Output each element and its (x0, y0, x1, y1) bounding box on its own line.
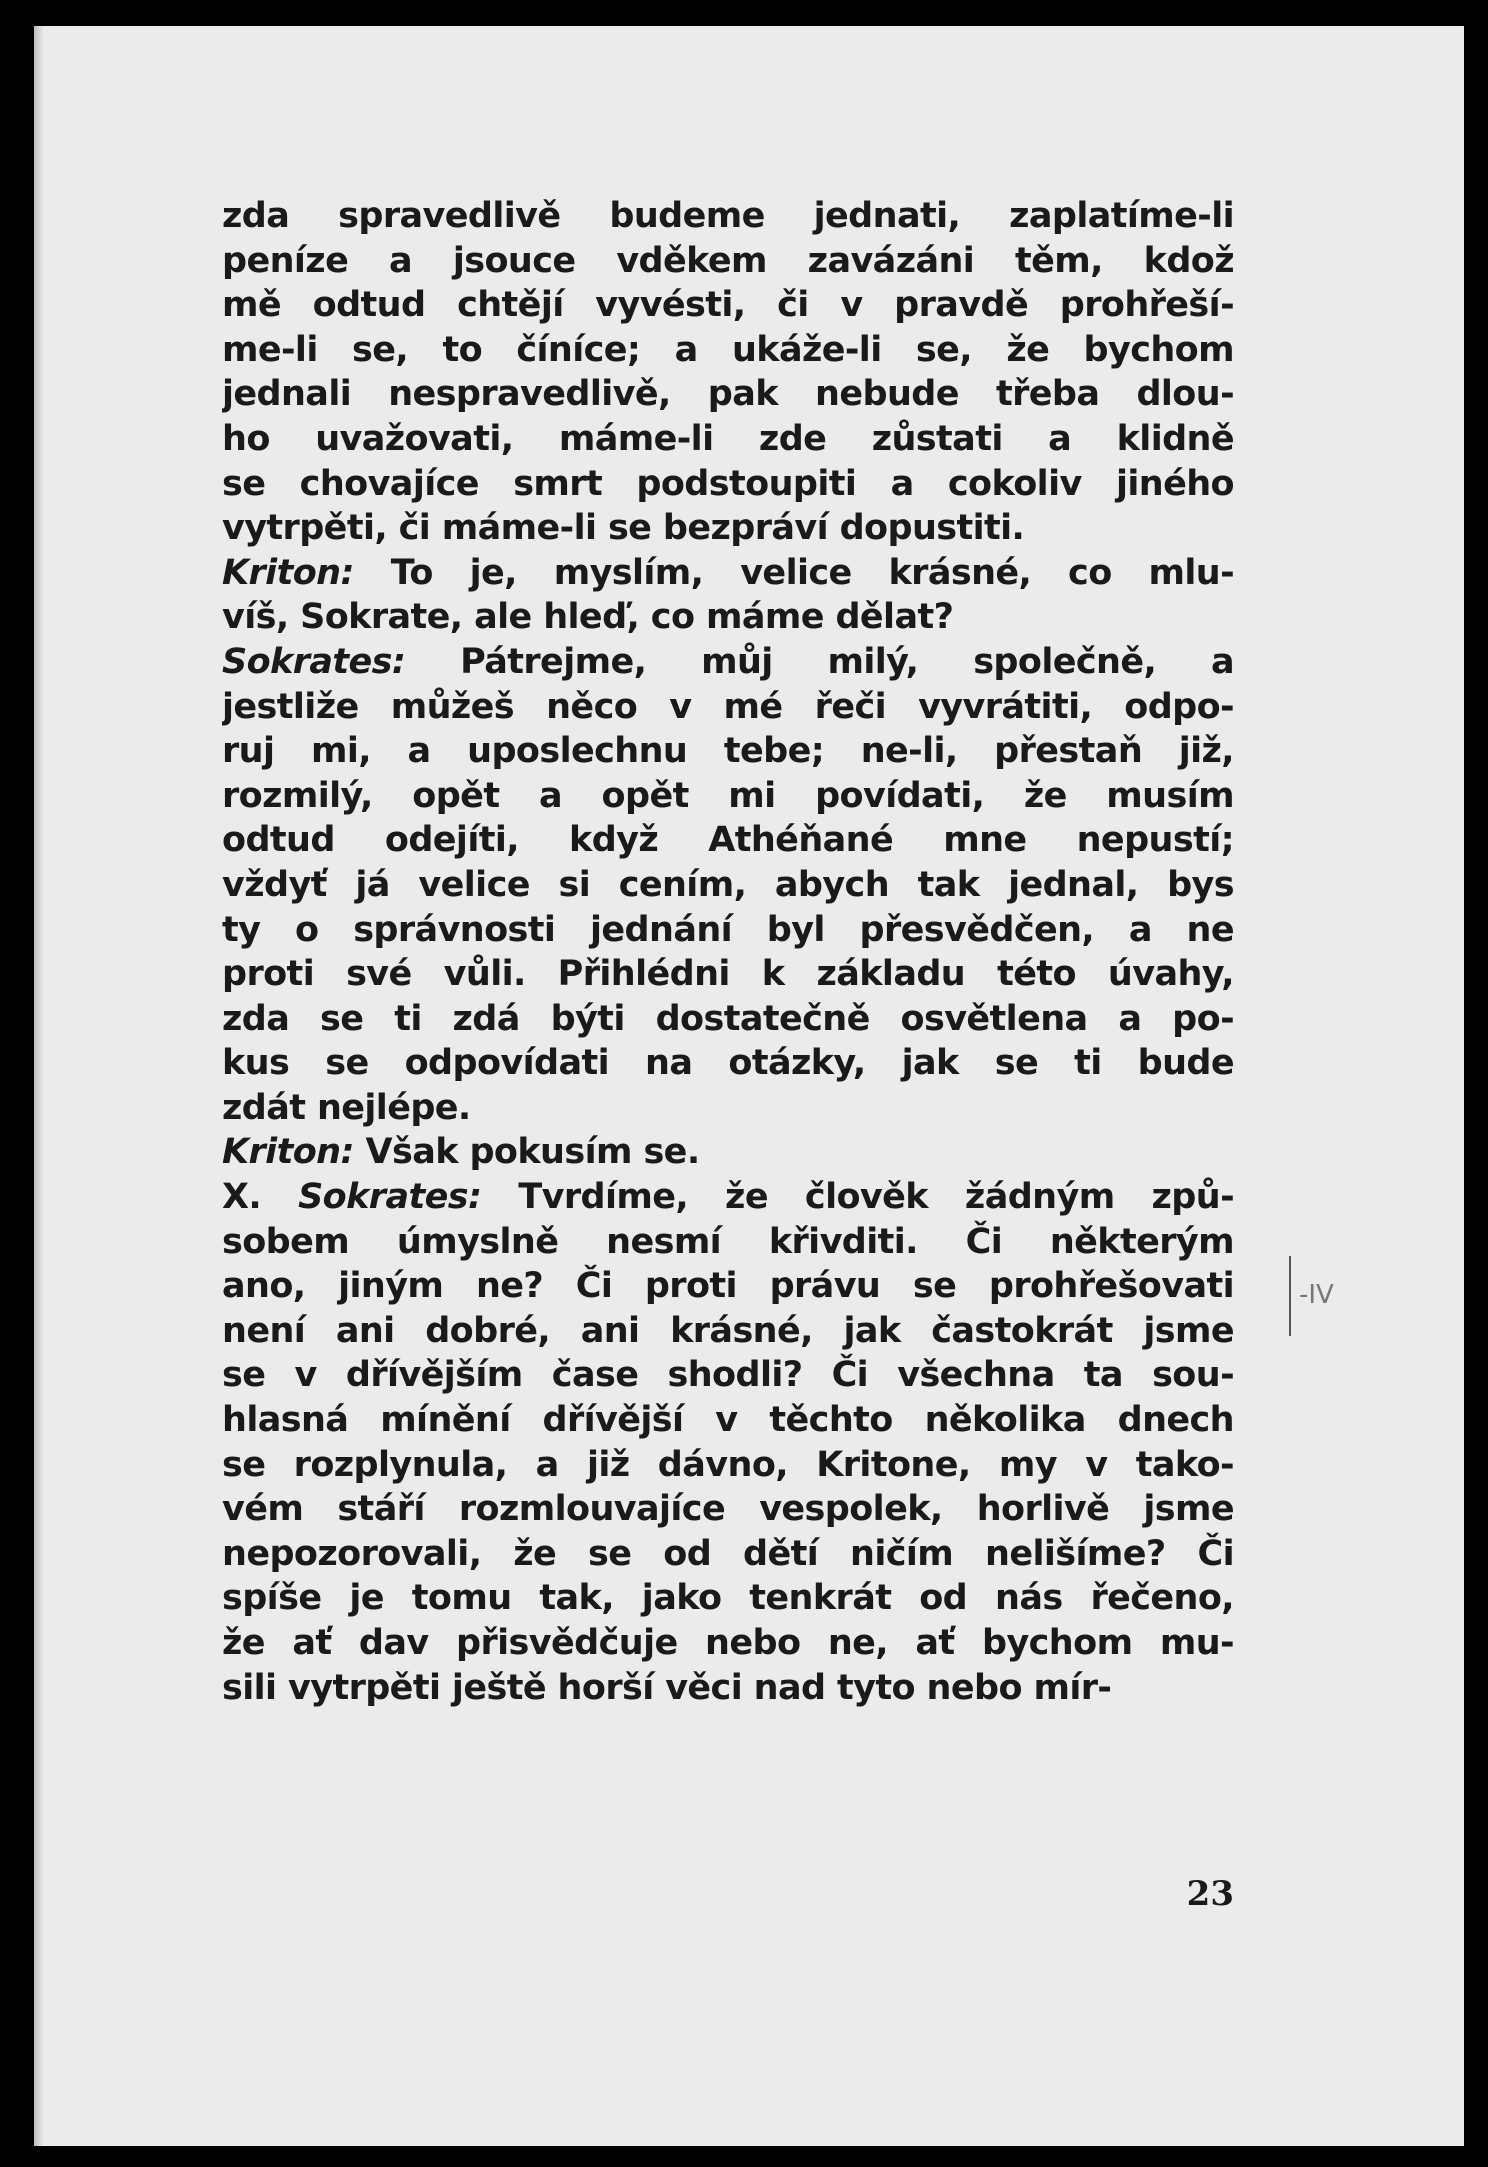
line-text: vytrpěti, či máme-li se bezpráví dopustiti. (222, 508, 1025, 549)
text-line (222, 462, 1234, 507)
speaker-name: Sokrates: (222, 641, 406, 682)
line-text: vém stáří rozmlouvajíce vespolek, horlivě jsme (222, 1489, 1234, 1530)
text-line (222, 908, 1234, 953)
line-text: odtud odejíti, když Athéňané mne nepustí; (222, 820, 1234, 861)
line-text: To je, myslím, velice krásné, co mlu- (390, 552, 1234, 593)
text-line (222, 372, 1234, 417)
line-text: kus se odpovídati na otázky, jak se ti bude (222, 1043, 1234, 1084)
text-line (222, 1220, 1234, 1265)
line-text: jednali nespravedlivě, pak nebude třeba dlou- (222, 374, 1234, 415)
text-line (222, 506, 1234, 551)
text-line (222, 1666, 1234, 1711)
section-number: X. (222, 1177, 262, 1218)
text-line (222, 194, 1234, 239)
text-line (222, 595, 1234, 640)
text-line (222, 1621, 1234, 1666)
body-text (222, 194, 1234, 1710)
line-text: peníze a jsouce vděkem zavázáni těm, kdož (222, 240, 1234, 281)
text-line (222, 774, 1234, 819)
text-line (222, 1487, 1234, 1532)
line-text: ruj mi, a uposlechnu tebe; ne-li, přestaň již, (222, 731, 1234, 772)
line-text: zdát nejlépe. (222, 1087, 471, 1128)
line-text: sobem úmyslně nesmí křivditi. Či některým (222, 1221, 1234, 1262)
text-line (222, 997, 1234, 1042)
line-text: víš, Sokrate, ale hleď, co máme dělat? (222, 597, 954, 638)
text-line (222, 1532, 1234, 1577)
line-text: nepozorovali, že se od dětí ničím nelišíme? Či (222, 1533, 1234, 1574)
text-line (222, 328, 1234, 373)
line-text: se rozplynula, a již dávno, Kritone, my v tako- (222, 1444, 1234, 1485)
text-line (222, 417, 1234, 462)
text-line (222, 818, 1234, 863)
book-page (34, 26, 1464, 2146)
text-line (222, 952, 1234, 997)
margin-annotation (1289, 1256, 1363, 1336)
line-text: sili vytrpěti ještě horší věci nad tyto nebo mír- (222, 1667, 1112, 1708)
text-line (222, 1353, 1234, 1398)
speaker-name: Sokrates: (298, 1177, 482, 1218)
line-text: vždyť já velice si cením, abych tak jednal, bys (222, 864, 1234, 905)
text-line (222, 685, 1234, 730)
text-line (222, 729, 1234, 774)
margin-annotation-text: -IV (1299, 1280, 1334, 1310)
line-text: se chovajíce smrt podstoupiti a cokoliv jiného (222, 463, 1234, 504)
line-text: není ani dobré, ani krásné, jak častokrát jsme (222, 1310, 1234, 1351)
text-line (222, 1264, 1234, 1309)
text-line (222, 640, 1234, 685)
text-line (222, 1576, 1234, 1621)
line-text: Však pokusím se. (365, 1132, 700, 1173)
line-text: zda spravedlivě budeme jednati, zaplatíme-li (222, 196, 1234, 236)
line-text: že ať dav přisvědčuje nebo ne, ať bychom mu- (222, 1623, 1234, 1663)
line-text: hlasná mínění dřívější v těchto několika dnech (222, 1400, 1234, 1441)
line-text: jestliže můžeš něco v mé řeči vyvrátiti, odpo- (222, 686, 1234, 727)
speaker-name: Kriton: (222, 1132, 354, 1173)
text-line (222, 1175, 1234, 1220)
line-text: rozmilý, opět a opět mi povídati, že musím (222, 775, 1234, 816)
line-text: ho uvažovati, máme-li zde zůstati a klidně (222, 418, 1234, 459)
text-line (222, 863, 1234, 908)
line-text: zda se ti zdá býti dostatečně osvětlena a po- (222, 998, 1234, 1039)
line-text: me-li se, to číníce; a ukáže-li se, že bychom (222, 329, 1234, 370)
line-text: ty o správnosti jednání byl přesvědčen, a ne (222, 909, 1234, 950)
text-line (222, 239, 1234, 284)
text-line (222, 1443, 1234, 1488)
line-text: Pátrejme, můj milý, společně, a (460, 641, 1234, 682)
line-text: se v dřívějším čase shodli? Či všechna ta sou- (222, 1355, 1234, 1396)
line-text: Tvrdíme, že člověk žádným způ- (518, 1177, 1234, 1218)
line-text: ano, jiným ne? Či proti právu se prohřešovati (222, 1266, 1234, 1307)
text-line (222, 1398, 1234, 1443)
text-line (222, 1130, 1234, 1175)
line-text: mě odtud chtějí vyvésti, či v pravdě prohřeší- (222, 285, 1234, 326)
text-line (222, 551, 1234, 596)
text-line (222, 1086, 1234, 1131)
text-line (222, 1041, 1234, 1086)
line-text: spíše je tomu tak, jako tenkrát od nás řečeno, (222, 1578, 1234, 1619)
text-line (222, 283, 1234, 328)
speaker-name: Kriton: (222, 552, 354, 593)
page-number: 23 (1186, 1874, 1234, 1914)
text-line (222, 1309, 1234, 1354)
line-text: proti své vůli. Přihlédni k základu této úvahy, (222, 954, 1234, 995)
